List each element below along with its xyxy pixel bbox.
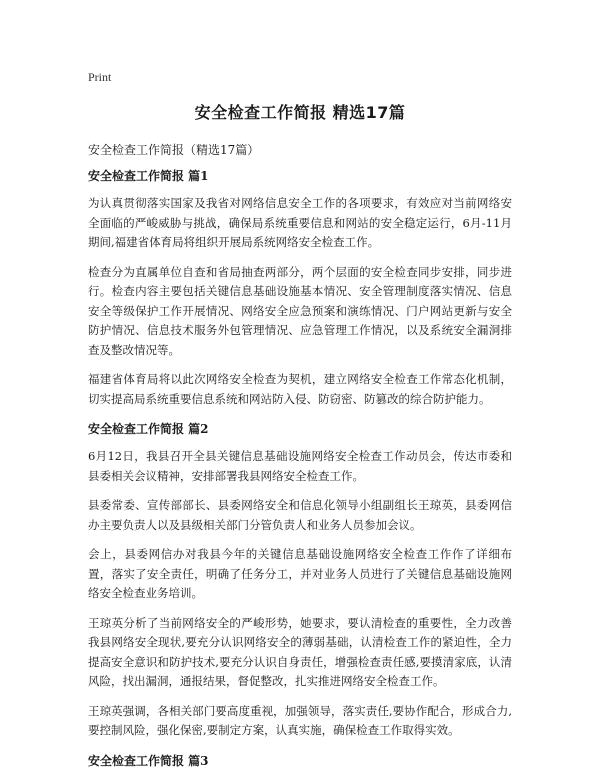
section-heading-3: 安全检查工作简报 篇3 bbox=[88, 753, 209, 768]
section-2-paragraph-1: 6月12日，我县召开全县关键信息基础设施网络安全检查工作动员会，传达市委和县委相关会议精神，安排部署我县网络安全检查工作。 bbox=[88, 449, 512, 483]
section-1-paragraph-3: 福建省体育局将以此次网络安全检查为契机，建立网络安全检查工作常态化机制，切实提高局系统重要信息系统和网站防入侵、防窃密、防篡改的综合防护能力。 bbox=[88, 372, 512, 406]
section-2-paragraph-5: 王琼英强调，各相关部门要高度重视，加强领导，落实责任,要协作配合，形成合力,要控制风险，强化保密,要制定方案，认真实施，确保检查工作取得实效。 bbox=[88, 703, 512, 737]
section-1-paragraph-1: 为认真贯彻落实国家及我省对网络信息安全工作的各项要求，有效应对当前网络安全面临的严峻威胁与挑战，确保局系统重要信息和网站的安全稳定运行，6月-11月期间,福建省体育局将组织开展局系统网络安全检查工作。 bbox=[88, 196, 512, 249]
section-heading-2: 安全检查工作简报 篇2 bbox=[88, 422, 209, 436]
section-1-paragraph-2: 检查分为直属单位自查和省局抽查两部分，两个层面的安全检查同步安排，同步进行。检查内容主要包括关键信息基础设施基本情况、安全管理制度落实情况、信息安全等级保护工作开展情况、网络安全应急预案和演练情况、门户网站更新与安全防护情况、信息技术服务外包管理情况、应急管理工作情况，以及系统安全漏洞排查及整改情况等。 bbox=[88, 264, 512, 357]
document-subtitle: 安全检查工作简报（精选17篇） bbox=[88, 143, 260, 157]
document-title: 安全检查工作简报 精选17篇 bbox=[194, 103, 406, 122]
section-2-paragraph-2: 县委常委、宣传部部长、县委网络安全和信息化领导小组副组长王琼英，县委网信办主要负责人以及县级相关部门分管负责人和业务人员参加会议。 bbox=[88, 498, 512, 532]
section-heading-1: 安全检查工作简报 篇1 bbox=[88, 169, 209, 183]
section-2-paragraph-4: 王琼英分析了当前网络安全的严峻形势，她要求，要认清检查的重要性，全力改善我县网络安全现状,要充分认识网络安全的薄弱基础，认清检查工作的紧迫性，全力提高安全意识和防护技术,要充分认识自身责任，增强检查责任感,要摸清家底，认清风险，找出漏洞，通报结果，督促整改，扎实推进网络安全检查工作。 bbox=[88, 615, 512, 688]
section-2-paragraph-3: 会上，县委网信办对我县今年的关键信息基础设施网络安全检查工作作了详细布置，落实了安全责任，明确了任务分工，并对业务人员进行了关键信息基础设施网络安全检查业务培训。 bbox=[88, 547, 512, 600]
print-label: Print bbox=[88, 70, 112, 84]
